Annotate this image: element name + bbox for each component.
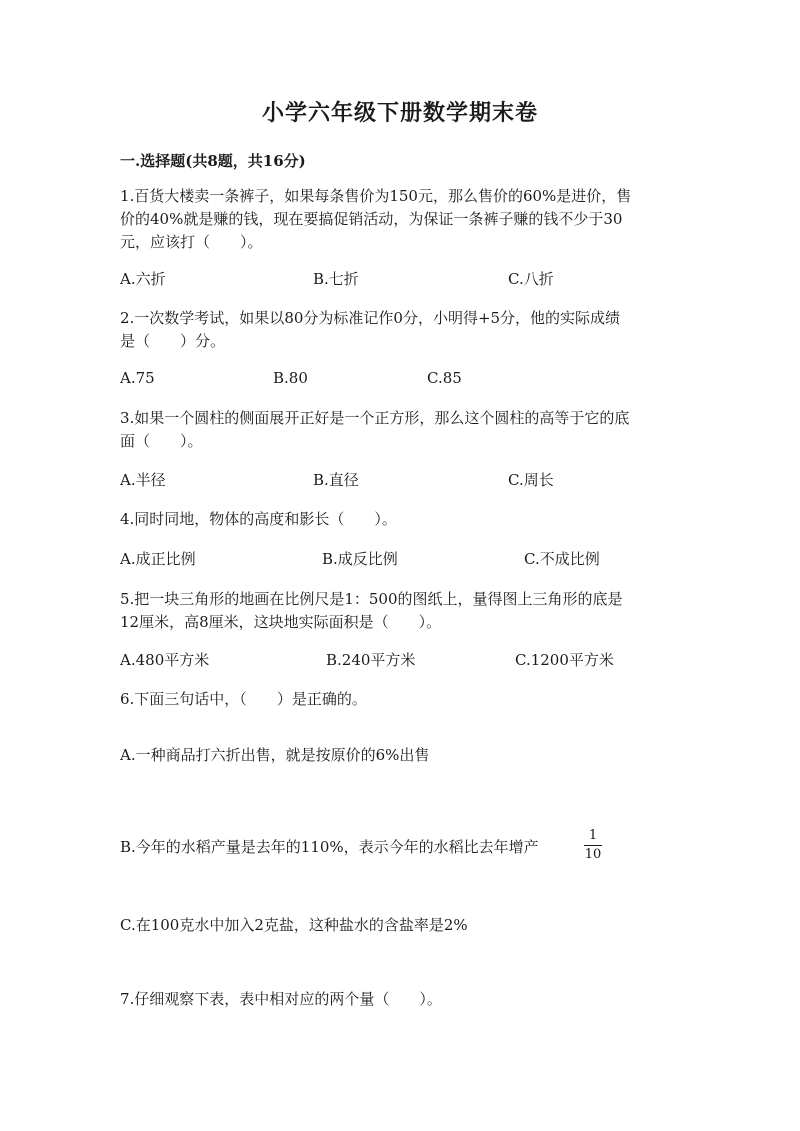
fraction bbox=[584, 829, 602, 862]
question-7 bbox=[120, 988, 442, 1011]
question-line: 12厘米，高8厘米，这块地实际面积是（ ）。 bbox=[120, 613, 442, 631]
option-a[interactable]: A.480平方米 bbox=[120, 651, 210, 669]
question-line: 元，应该打（ ）。 bbox=[120, 233, 263, 251]
fraction-numerator: 1 bbox=[588, 828, 598, 843]
option-b[interactable]: B.七折 bbox=[313, 270, 359, 288]
option-b[interactable]: B.240平方米 bbox=[326, 651, 416, 669]
question-line: 是（ ）分。 bbox=[120, 332, 226, 350]
fraction-denominator: 10 bbox=[584, 847, 602, 862]
option-a[interactable]: A.六折 bbox=[120, 270, 166, 288]
option-a[interactable]: A.75 bbox=[120, 369, 155, 387]
option-c[interactable]: C.八折 bbox=[508, 270, 554, 288]
question-6 bbox=[120, 688, 367, 711]
option-a[interactable]: A.一种商品打六折出售，就是按原价的6%出售 bbox=[120, 746, 430, 764]
option-a[interactable]: A.成正比例 bbox=[120, 550, 196, 568]
option-b[interactable]: B.今年的水稻产量是去年的110%，表示今年的水稻比去年增产 bbox=[120, 838, 539, 856]
option-c[interactable]: C.1200平方米 bbox=[515, 651, 614, 669]
section-heading: 一.选择题(共8题，共16分) bbox=[120, 152, 306, 170]
question-line: 面（ ）。 bbox=[120, 432, 203, 450]
question-3 bbox=[120, 407, 629, 453]
option-b[interactable]: B.80 bbox=[273, 369, 308, 387]
question-line: 6.下面三句话中，（ ）是正确的。 bbox=[120, 690, 367, 708]
option-b[interactable]: B.直径 bbox=[313, 471, 359, 489]
question-4 bbox=[120, 508, 397, 531]
question-line: 2.一次数学考试，如果以80分为标准记作0分，小明得+5分，他的实际成绩 bbox=[120, 309, 621, 327]
question-line: 4.同时同地，物体的高度和影长（ ）。 bbox=[120, 510, 397, 528]
option-c[interactable]: C.85 bbox=[427, 369, 462, 387]
question-2 bbox=[120, 307, 620, 353]
fraction-bar bbox=[584, 845, 602, 846]
question-line: 7.仔细观察下表，表中相对应的两个量（ ）。 bbox=[120, 990, 442, 1008]
question-line: 价的40%就是赚的钱，现在要搞促销活动，为保证一条裤子赚的钱不少于30 bbox=[120, 210, 623, 228]
option-b[interactable]: B.成反比例 bbox=[322, 550, 398, 568]
option-c[interactable]: C.周长 bbox=[508, 471, 554, 489]
question-line: 3.如果一个圆柱的侧面展开正好是一个正方形，那么这个圆柱的高等于它的底 bbox=[120, 409, 630, 427]
option-a[interactable]: A.半径 bbox=[120, 471, 166, 489]
option-c[interactable]: C.不成比例 bbox=[524, 550, 600, 568]
question-line: 1.百货大楼卖一条裤子，如果每条售价为150元，那么售价的60%是进价，售 bbox=[120, 187, 632, 205]
question-1 bbox=[120, 185, 631, 254]
page-title: 小学六年级下册数学期末卷 bbox=[261, 100, 538, 126]
option-c[interactable]: C.在100克水中加入2克盐，这种盐水的含盐率是2% bbox=[120, 916, 468, 934]
question-5 bbox=[120, 588, 623, 634]
question-line: 5.把一块三角形的地画在比例尺是1：500的图纸上，量得图上三角形的底是 bbox=[120, 590, 623, 608]
